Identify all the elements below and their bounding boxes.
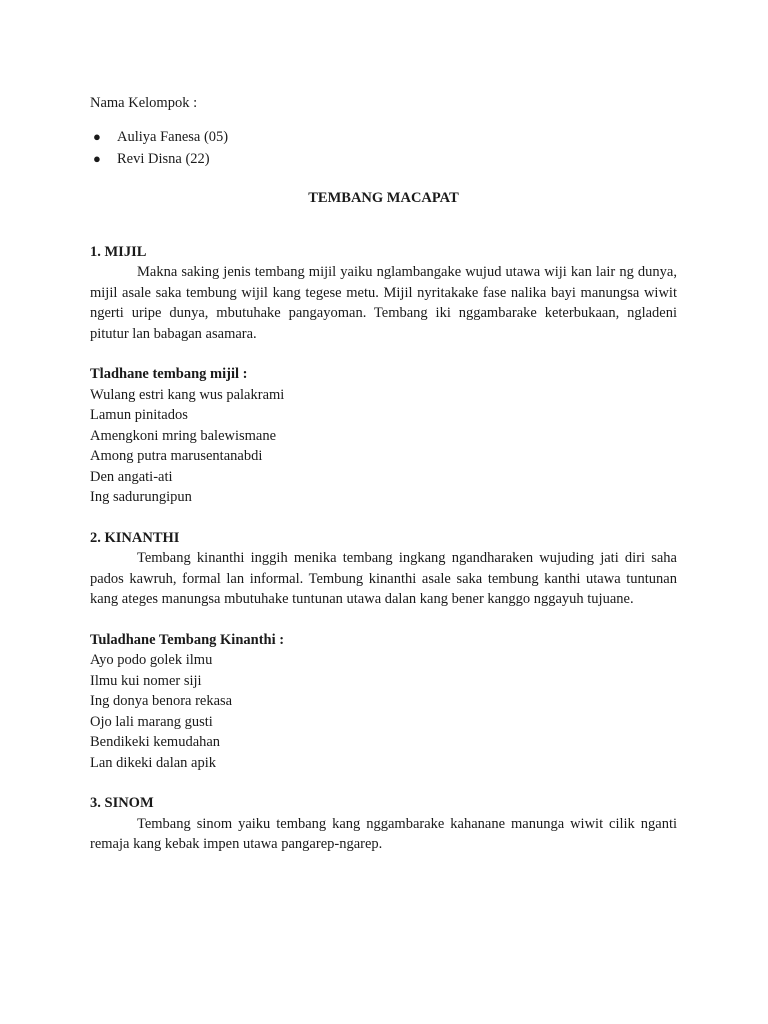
verse-line: Among putra marusentanabdi [90, 448, 263, 464]
section-paragraph-kinanthi: Tembang kinanthi inggih menika tembang ingkang ngandharaken wujuding jati diri saha pados kawruh, formal lan informal. Tembung kinanthi asale saka tembung kanthi utawa tuntunan kang ateges manungsa mbutuhake tuntunan utawa dalan kang bener kanggo nggayuh tujuane. [90, 550, 677, 607]
example-heading-mijil: Tladhane tembang mijil : [90, 366, 248, 382]
verse-line: Wulang estri kang wus palakrami [90, 386, 285, 403]
verse-line: Ing sadurungipun [90, 489, 192, 505]
verse-line: Lamun pinitados [90, 407, 188, 423]
list-item [90, 126, 677, 148]
section-heading-mijil: 1. MIJIL [90, 243, 147, 260]
verse-line: Ojo lali marang gusti [90, 713, 213, 730]
verse-line: Den angati-ati [90, 468, 173, 485]
section-paragraph-mijil: Makna saking jenis tembang mijil yaiku nglambangake wujud utawa wiji kan lair ng dunya, mijil asale saka tembung wijil kang tegese metu. Mijil nyritakake fase nalika bayi manungsa wiwit ngerti uripe dunya, mbutuhake pangayoman. Tembang iki nggambarake keterbukaan, ngladeni pitutur lan babagan asamara. [90, 264, 677, 342]
section-heading-kinanthi: 2. KINANTHI [90, 529, 180, 546]
verse-line: Ayo podo golek ilmu [90, 652, 213, 668]
section-paragraph-sinom: Tembang sinom yaiku tembang kang nggambarake kahanane manunga wiwit cilik nganti remaja kang kebak impen utawa pangarep-ngarep. [90, 815, 677, 852]
verse-line: Lan dikeki dalan apik [90, 754, 217, 771]
bullet-icon: ● [93, 150, 101, 166]
verse-line: Ing donya benora rekasa [90, 693, 233, 709]
verse-line: Bendikeki kemudahan [90, 734, 221, 750]
verse-line: Ilmu kui nomer siji [90, 672, 202, 689]
member-name: Auliya Fanesa (05) [117, 128, 229, 145]
list-item [90, 148, 677, 170]
verse-mijil [90, 385, 677, 508]
group-label: Nama Kelompok : [90, 95, 198, 111]
member-list [90, 126, 677, 170]
verse-line: Amengkoni mring balewismane [90, 427, 277, 444]
member-name: Revi Disna (22) [117, 150, 210, 167]
document-title: TEMBANG MACAPAT [308, 189, 459, 206]
example-heading-kinanthi: Tuladhane Tembang Kinanthi : [90, 631, 285, 648]
document-page [90, 93, 677, 855]
verse-kinanthi [90, 650, 677, 773]
section-heading-sinom: 3. SINOM [90, 795, 154, 811]
bullet-icon: ● [93, 128, 101, 144]
